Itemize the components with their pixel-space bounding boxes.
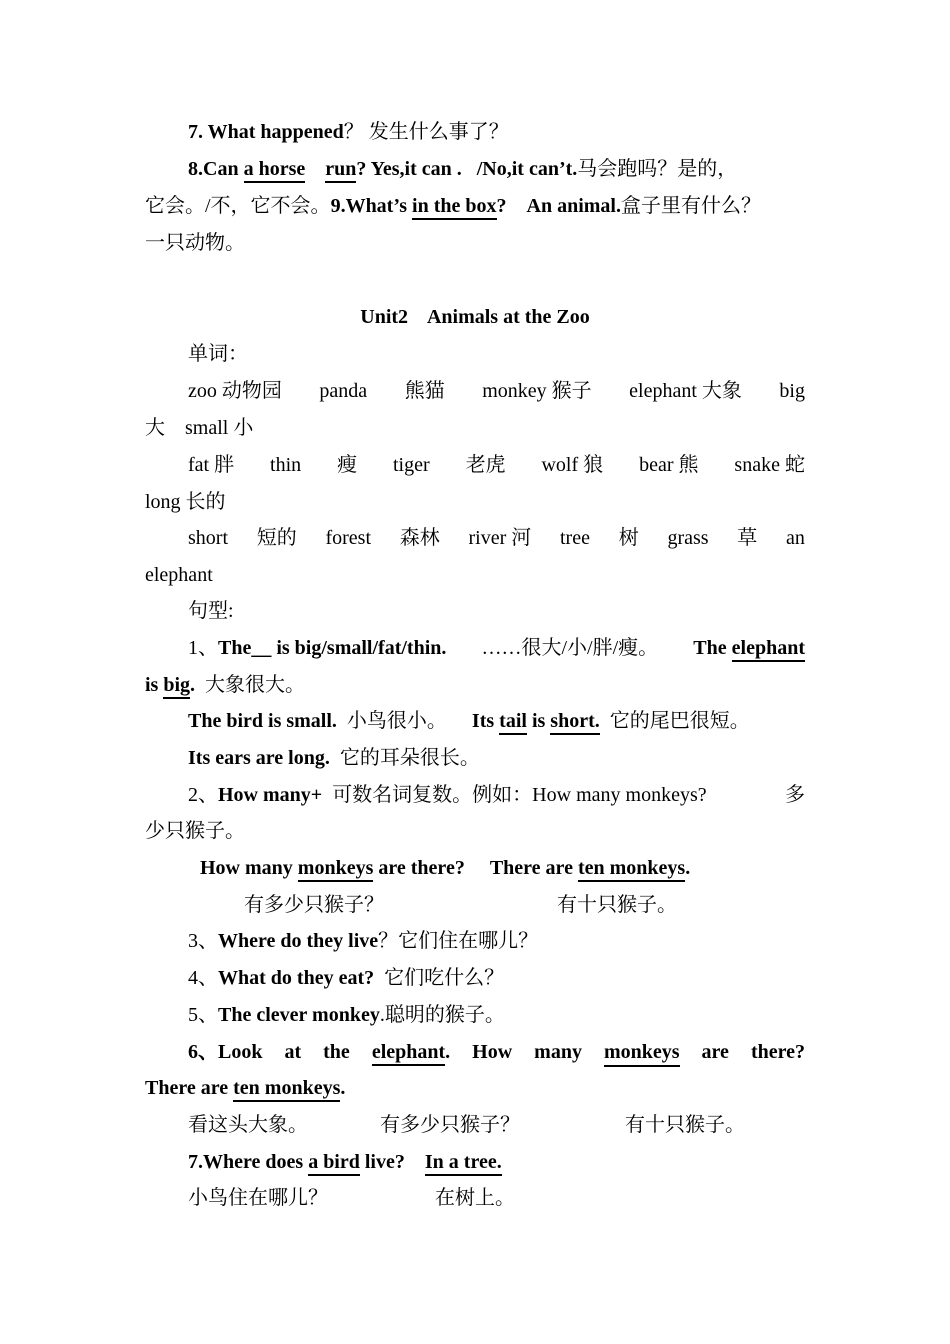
vocab-item: 树 bbox=[618, 527, 639, 549]
pattern-6c-zh3: 有十只猴子。 bbox=[625, 1114, 745, 1136]
vocab-label: 单词： bbox=[188, 343, 248, 365]
p6-underline-2: monkeys bbox=[604, 1040, 680, 1067]
pattern-2: 2、How many+ 可数名词复数。例如：How many monkeys? 多 bbox=[188, 784, 805, 806]
vocab-item: 草 bbox=[737, 527, 758, 549]
q8-underline-2: run bbox=[325, 158, 356, 183]
vocab-item: monkey 猴子 bbox=[482, 380, 592, 402]
p6-underline-1: elephant bbox=[372, 1041, 445, 1066]
pattern-4: 4、What do they eat? 它们吃什么？ bbox=[188, 967, 505, 989]
vocab-row-2 bbox=[188, 453, 805, 477]
pattern-6b: There are ten monkeys. bbox=[145, 1076, 345, 1100]
vocab-item: 短的 bbox=[256, 527, 297, 549]
q9-zh2: 一只动物。 bbox=[145, 232, 245, 254]
pattern-7b-zh2: 在树上。 bbox=[435, 1187, 515, 1209]
pattern-1-cont: is big. 大象很大。 bbox=[145, 673, 305, 697]
vocab-item: thin bbox=[270, 454, 302, 476]
q9-zh-line bbox=[145, 231, 245, 255]
unit-title: Unit2 Animals at the Zoo bbox=[360, 306, 590, 328]
pattern-7: 7.Where does a bird live? In a tree. bbox=[188, 1150, 502, 1174]
q9-underline: in the box bbox=[412, 195, 496, 220]
vocab-item: big bbox=[779, 380, 805, 402]
vocab-row-1 bbox=[188, 379, 805, 403]
q8-q9-line bbox=[145, 194, 761, 218]
vocab-item: an bbox=[786, 527, 805, 549]
vocab-item: 森林 bbox=[399, 527, 440, 549]
pattern-3: 3、Where do they live？它们住在哪儿？ bbox=[188, 930, 539, 952]
vocab-item: grass bbox=[667, 527, 709, 549]
vocab-item: forest bbox=[325, 527, 372, 549]
q9-en2: An animal. bbox=[526, 195, 621, 217]
pattern-6: 6、Look at the elephant. How many monkeys are there? bbox=[188, 1040, 805, 1067]
p7-underline-1: a bird bbox=[308, 1151, 360, 1176]
vocab-item: panda bbox=[319, 380, 368, 402]
vocab-row-1b: 大 small 小 bbox=[145, 417, 254, 439]
p7-underline-2: In a tree. bbox=[425, 1151, 502, 1176]
pattern-6c-zh2: 有多少只猴子？ bbox=[380, 1114, 520, 1136]
q8-en2: /No,it can’t. bbox=[476, 158, 578, 180]
vocab-item: short bbox=[188, 527, 228, 549]
p6b-underline: ten monkeys bbox=[233, 1077, 340, 1102]
pattern-7b-zh1: 小鸟住在哪儿？ bbox=[188, 1187, 328, 1209]
p2b-underline-2: ten monkeys bbox=[578, 857, 685, 882]
vocab-item: elephant 大象 bbox=[629, 380, 742, 402]
vocab-item: 熊猫 bbox=[404, 380, 445, 402]
q8-underline-1: a horse bbox=[244, 158, 306, 183]
q7-num: 7. bbox=[188, 121, 203, 143]
vocab-row-2b: long 长的 bbox=[145, 491, 226, 513]
q9-en1: ? bbox=[496, 195, 507, 217]
p1-underline-2: big bbox=[163, 674, 190, 699]
vocab-item: zoo 动物园 bbox=[188, 380, 282, 402]
p1b-underline-2: short. bbox=[550, 710, 599, 735]
pattern-2c-zh2: 有十只猴子。 bbox=[557, 894, 677, 916]
vocab-item: wolf 狼 bbox=[541, 454, 604, 476]
pattern-2-cont: 少只猴子。 bbox=[145, 820, 245, 842]
vocab-row-3 bbox=[188, 526, 805, 550]
vocab-item: 老虎 bbox=[465, 454, 506, 476]
pattern-1c: Its ears are long. 它的耳朵很长。 bbox=[188, 747, 480, 769]
patterns-label: 句型: bbox=[188, 600, 234, 622]
vocab-item: bear 熊 bbox=[639, 454, 699, 476]
vocab-item: snake 蛇 bbox=[734, 454, 805, 476]
q8-en1: ? Yes,it can . bbox=[356, 158, 462, 180]
vocab-item: tiger bbox=[392, 454, 430, 476]
pattern-5: 5、The clever monkey.聪明的猴子。 bbox=[188, 1004, 505, 1026]
q8-num: 8.Can bbox=[188, 158, 239, 180]
vocab-item: fat 胖 bbox=[188, 454, 235, 476]
pattern-1b: The bird is small. 小鸟很小。 Its tail is short. 它的尾巴很短。 bbox=[188, 709, 750, 733]
q8-zh1: 马会跑吗？是的， bbox=[577, 158, 738, 180]
p1b-underline-1: tail bbox=[499, 710, 527, 735]
vocab-item: 瘦 bbox=[337, 454, 358, 476]
p2b-underline-1: monkeys bbox=[298, 857, 374, 882]
vocab-item: tree bbox=[559, 527, 590, 549]
pattern-1: 1、The__ is big/small/fat/thin. ……很大/小/胖/瘦。 The elephant bbox=[188, 636, 805, 660]
vocab-item: river 河 bbox=[468, 527, 532, 549]
vocab-row-3b: elephant bbox=[145, 564, 213, 586]
q9-num: 9.What’s bbox=[330, 195, 408, 217]
pattern-2b: How many monkeys are there? There are ten monkeys. bbox=[200, 856, 690, 880]
q7-zh: ？ 发生什么事了？ bbox=[343, 121, 509, 143]
q7-en: What happened bbox=[207, 121, 344, 143]
p1-underline-1: elephant bbox=[732, 637, 805, 662]
q9-zh1: 盒子里有什么？ bbox=[620, 195, 761, 217]
pattern-6c-zh1: 看这头大象。 bbox=[188, 1114, 308, 1136]
q8-line bbox=[188, 157, 737, 181]
q7-line bbox=[188, 120, 509, 144]
pattern-2c-zh1: 有多少只猴子？ bbox=[244, 894, 384, 916]
q8-zh2: 它会。/不，它不会。 bbox=[145, 195, 331, 217]
